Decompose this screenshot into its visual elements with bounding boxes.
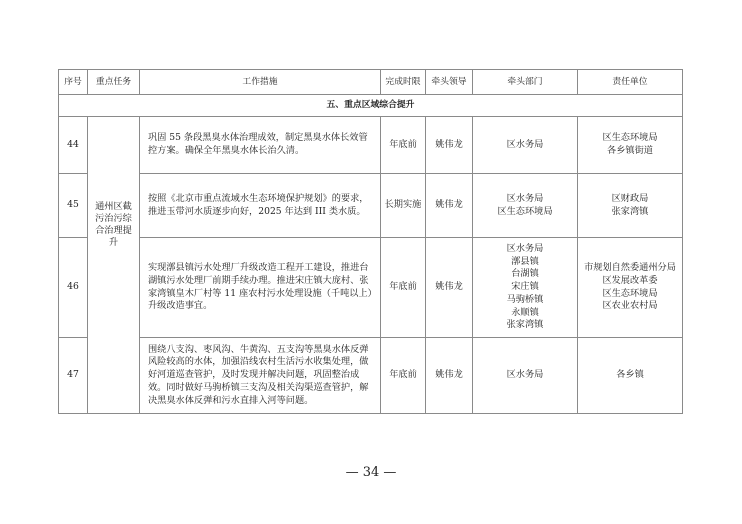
row-leader: 姚伟龙	[426, 117, 473, 174]
header-responsible: 责任单位	[578, 70, 683, 95]
lead-dept-item: 马驹桥镇	[506, 293, 544, 305]
header-deadline: 完成时限	[381, 70, 426, 95]
row-measure: 巩固 55 条段黑臭水体治理成效，制定黑臭水体长效管控方案。确保全年黑臭水体长治久清。	[140, 117, 381, 174]
table-row	[59, 174, 683, 238]
responsible-item: 张家湾镇	[611, 205, 649, 217]
lead-dept-item: 区水务局	[506, 242, 544, 254]
lead-dept-item: 漷县镇	[511, 255, 539, 267]
table-row	[59, 238, 683, 338]
row-measure: 按照《北京市重点流域水生态环境保护规划》的要求，推进玉带河水质逐步向好，2025 年达到 III 类水质。	[140, 174, 381, 238]
table-row	[59, 117, 683, 174]
page-number: — 34 —	[345, 465, 397, 480]
table-row	[59, 338, 683, 414]
row-lead-dept	[473, 117, 578, 174]
row-responsible	[578, 238, 683, 338]
row-leader: 姚伟龙	[426, 174, 473, 238]
responsible-item: 区生态环境局	[602, 287, 658, 299]
lead-dept-item: 区水务局	[506, 369, 544, 381]
header-lead-dept: 牵头部门	[473, 70, 578, 95]
section-row	[59, 95, 683, 117]
row-lead-dept	[473, 238, 578, 338]
work-plan-table	[58, 69, 683, 414]
header-task: 重点任务	[88, 70, 140, 95]
responsible-item: 各乡镇	[616, 369, 644, 381]
responsible-item: 区农业农村局	[602, 300, 658, 312]
responsible-item: 区生态环境局	[602, 132, 658, 144]
task-group-label: 通州区截污治污综合治理提升	[95, 201, 132, 248]
header-measure: 工作措施	[140, 70, 381, 95]
lead-dept-item: 区水务局	[506, 192, 544, 204]
row-no: 47	[59, 338, 88, 414]
row-deadline: 长期实施	[381, 174, 426, 238]
row-lead-dept	[473, 174, 578, 238]
task-group-cell	[88, 117, 140, 414]
header-leader: 牵头领导	[426, 70, 473, 95]
row-no: 45	[59, 174, 88, 238]
row-deadline: 年底前	[381, 238, 426, 338]
responsible-item: 区发展改革委	[602, 274, 658, 286]
row-no: 46	[59, 238, 88, 338]
row-measure: 实现漷县镇污水处理厂升级改造工程开工建设，推进台湖镇污水处理厂前期手续办理。推进宋庄镇大庞村、张家湾镇皇木厂村等 11 座农村污水处理设施（千吨以上）升级改造事宜。	[140, 238, 381, 338]
responsible-item: 各乡镇街道	[607, 145, 653, 156]
lead-dept-item: 区水务局	[506, 138, 544, 150]
row-measure: 围绕八支沟、枣风沟、牛黄沟、五支沟等黑臭水体反弹风险较高的水体，加强沿线农村生活污水收集处理，做好河道巡查管护，及时发现并解决问题，巩固整治成效。同时做好马驹桥镇三支沟及相关沟渠巡查管护，解决黑臭水体反弹和污水直排入河等问题。	[140, 338, 381, 414]
row-responsible	[578, 117, 683, 174]
lead-dept-item: 永顺镇	[511, 306, 539, 318]
section-title: 五、重点区域综合提升	[59, 95, 683, 117]
row-deadline: 年底前	[381, 338, 426, 414]
row-responsible	[578, 174, 683, 238]
responsible-item: 区财政局	[611, 192, 649, 204]
lead-dept-item: 区生态环境局	[497, 205, 553, 217]
row-leader: 姚伟龙	[426, 238, 473, 338]
header-no: 序号	[59, 70, 88, 95]
row-responsible	[578, 338, 683, 414]
row-deadline: 年底前	[381, 117, 426, 174]
row-no: 44	[59, 117, 88, 174]
row-lead-dept	[473, 338, 578, 414]
responsible-item: 市规划自然委通州分局	[584, 261, 676, 273]
lead-dept-item: 宋庄镇	[511, 281, 539, 293]
row-leader: 姚伟龙	[426, 338, 473, 414]
table-header-row	[59, 70, 683, 95]
lead-dept-item: 张家湾镇	[506, 319, 544, 331]
lead-dept-item: 台湖镇	[511, 268, 539, 280]
